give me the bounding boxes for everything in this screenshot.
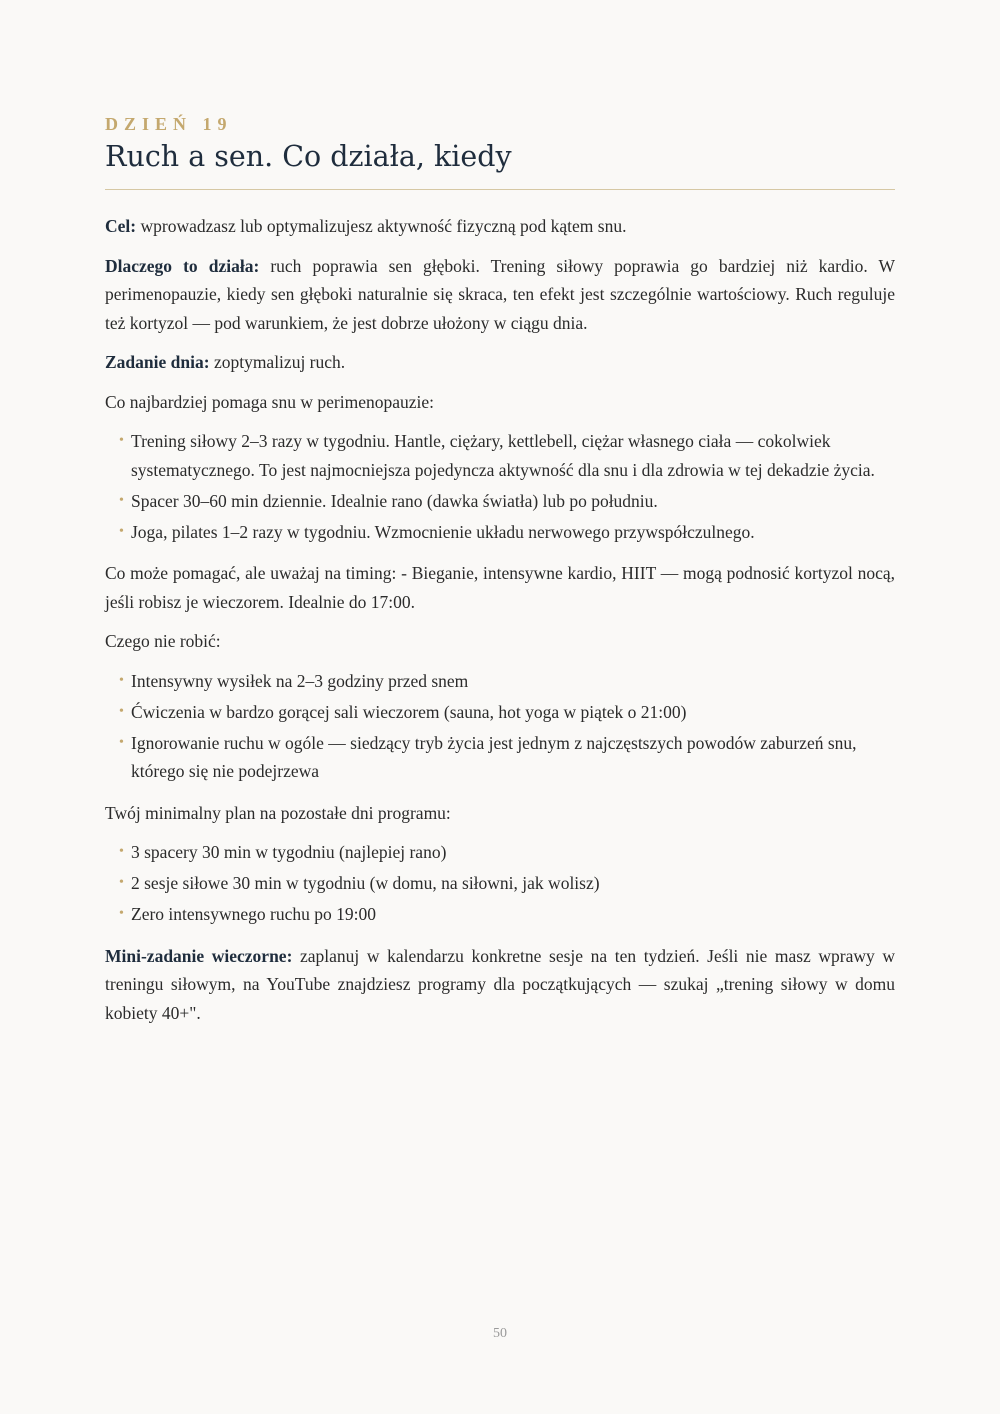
why-label: Dlaczego to działa: (105, 255, 260, 276)
bullet-icon: • (119, 875, 124, 890)
why-paragraph (105, 252, 895, 338)
helps-intro: Co najbardziej pomaga snu w perimenopauzie: (105, 391, 434, 412)
list-item: • 2 sesje siłowe 30 min w tygodniu (w domu, na siłowni, jak wolisz) (119, 869, 895, 898)
avoid-intro: Czego nie robić: (105, 631, 221, 651)
title-divider (105, 189, 895, 190)
list-item: • Joga, pilates 1–2 razy w tygodniu. Wzmocnienie układu nerwowego przywspółczulnego. (119, 518, 895, 547)
bullet-icon: • (119, 844, 124, 859)
bullet-icon: • (119, 492, 124, 508)
list-item: • Trening siłowy 2–3 razy w tygodniu. Hantle, ciężary, kettlebell, ciężar własnego ciała — cokolwiek systematycznego. To jest najmocniejsza pojedyncza aktywność dla snu i dla zdrowia w tej dekadzie życia. (119, 427, 895, 484)
task-paragraph (105, 348, 895, 377)
page-number: 50 (493, 1326, 507, 1341)
bullet-icon: • (119, 672, 124, 688)
list-item: • Ignorowanie ruchu w ogóle — siedzący tryb życia jest jednym z najczęstszych powodów zaburzeń snu, którego się nie podejrzewa (119, 729, 895, 786)
evening-task-paragraph (105, 942, 895, 1028)
list-item: • Ćwiczenia w bardzo gorącej sali wieczorem (sauna, hot yoga w piątek o 21:00) (119, 698, 895, 727)
list-item: • Intensywny wysiłek na 2–3 godziny przed snem (119, 667, 895, 696)
bullet-icon: • (119, 703, 124, 719)
goal-paragraph (105, 212, 895, 241)
bullet-icon: • (119, 734, 124, 750)
page-title: Ruch a sen. Co działa, kiedy (105, 140, 512, 173)
why-text: ruch poprawia sen głęboki. Trening siłowy poprawia go bardziej niż kardio. W perimenopauzie, kiedy sen głęboki naturalnie się skraca, ten efekt jest szczególnie wartościowy. Ruch reguluje też kortyzol — pod warunkiem, że jest dobrze ułożony w ciągu dnia. (105, 255, 895, 333)
day-label: DZIEŃ 19 (105, 114, 233, 134)
plan-list (105, 838, 895, 929)
plan-intro: Twój minimalny plan na pozostałe dni programu: (105, 802, 451, 823)
task-label: Zadanie dnia: (105, 352, 210, 372)
bullet-icon: • (119, 433, 124, 448)
goal-label: Cel: (105, 216, 137, 236)
timing-paragraph: Co może pomagać, ale uważaj na timing: - Bieganie, intensywne kardio, HIIT — mogą podnosić kortyzol nocą, jeśli robisz je wieczorem. Idealnie do 17:00. (105, 563, 895, 612)
evening-task-text: zaplanuj w kalendarzu konkretne sesje na ten tydzień. Jeśli nie masz wprawy w treningu siłowym, na YouTube znajdziesz programy dla początkujących — szukaj „trening siłowy w domu kobiety 40+". (105, 945, 895, 1023)
helps-list (105, 427, 895, 546)
bullet-icon: • (119, 906, 124, 921)
list-item: • Spacer 30–60 min dziennie. Idealnie rano (dawka światła) lub po południu. (119, 487, 895, 516)
list-item: • Zero intensywnego ruchu po 19:00 (119, 900, 895, 929)
task-text: zoptymalizuj ruch. (209, 352, 346, 372)
avoid-list (105, 667, 895, 786)
page-content (105, 112, 895, 1038)
list-item: • 3 spacery 30 min w tygodniu (najlepiej rano) (119, 838, 895, 867)
bullet-icon: • (119, 523, 124, 539)
goal-text: wprowadzasz lub optymalizujesz aktywność fizyczną pod kątem snu. (136, 216, 627, 236)
article-body (105, 212, 895, 1027)
evening-task-label: Mini-zadanie wieczorne: (105, 945, 293, 966)
